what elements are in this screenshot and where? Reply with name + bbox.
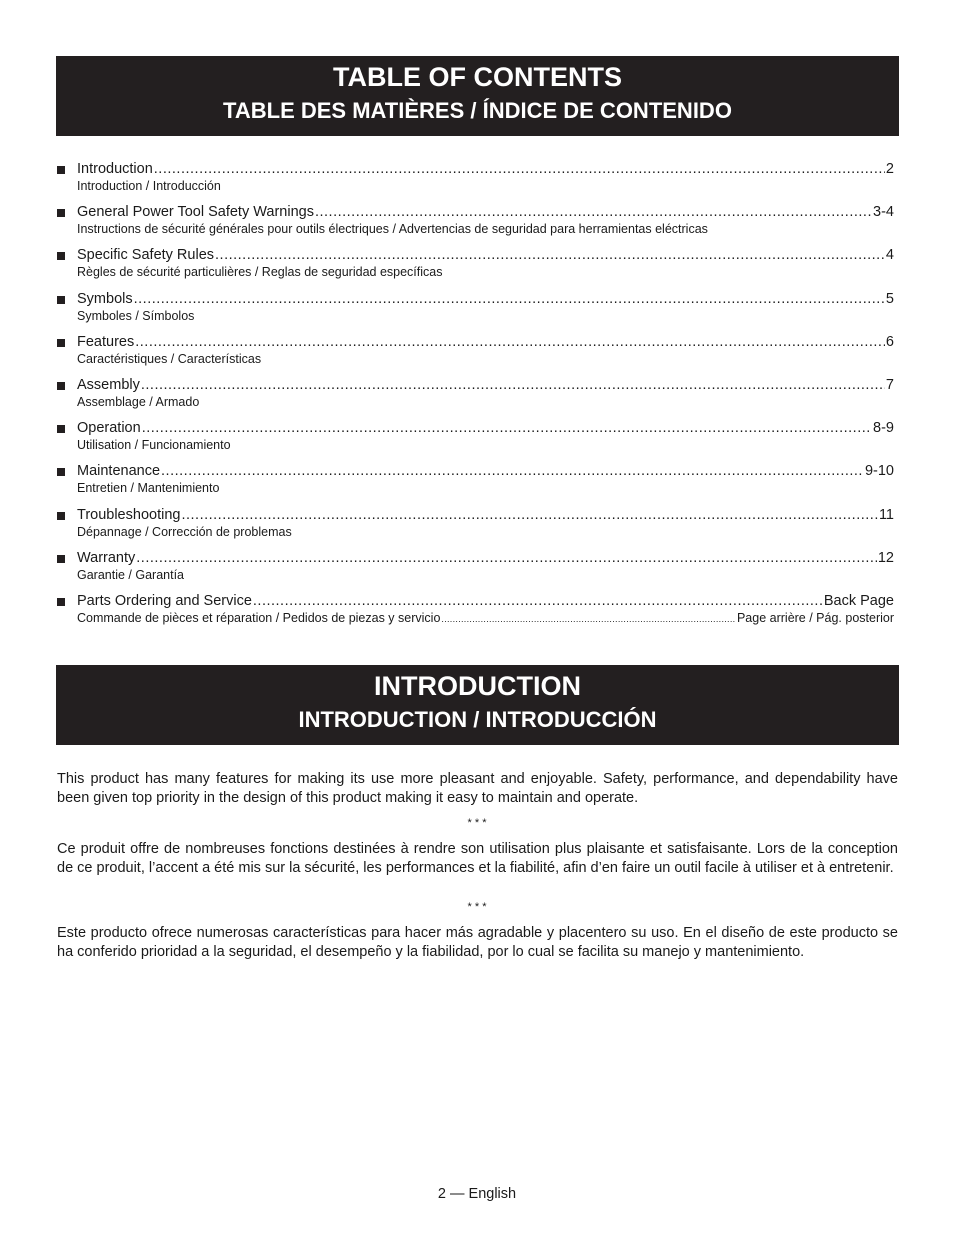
intro-header [56, 665, 899, 745]
dot-leader [161, 462, 864, 480]
intro-title: INTRODUCTION [374, 671, 581, 701]
dot-leader [135, 333, 885, 351]
toc-list [56, 160, 894, 635]
dot-leader [134, 290, 885, 308]
toc-entry-subtitle: Assemblage / Armado [77, 394, 200, 409]
toc-entry-title: Maintenance [77, 463, 161, 480]
toc-entry-subtitle: Entretien / Mantenimiento [77, 481, 220, 496]
toc-entry-subtitle: Caractéristiques / Características [77, 351, 262, 366]
toc-entry[interactable] [56, 290, 894, 333]
toc-entry-page: Back Page [823, 592, 894, 609]
toc-entry-page: 9-10 [864, 463, 894, 480]
square-bullet-icon [57, 382, 65, 390]
dot-leader [315, 203, 872, 221]
toc-entry[interactable] [56, 203, 894, 246]
separator: * * * [467, 817, 487, 829]
dot-leader [154, 160, 885, 178]
toc-entry[interactable] [56, 376, 894, 419]
dot-leader [441, 611, 736, 627]
toc-entry-subtitle: Introduction / Introducción [77, 179, 221, 193]
dot-leader [136, 549, 877, 567]
toc-entry-title: Symbols [77, 290, 133, 307]
toc-entry-subtitle: Utilisation / Funcionamiento [77, 438, 231, 453]
intro-paragraph-english: This product has many features for making its use more pleasant and enjoyable. Safety, performance, and dependability have been given top priority in the design of this product making it easy to maintain and operate. [57, 771, 898, 806]
toc-entry-page: 11 [878, 506, 894, 523]
toc-entry[interactable] [56, 592, 894, 635]
toc-entry-page: 12 [877, 549, 894, 566]
square-bullet-icon [57, 252, 65, 260]
square-bullet-icon [57, 425, 65, 433]
toc-entry-title: General Power Tool Safety Warnings [77, 204, 314, 221]
toc-entry-title: Operation [77, 420, 141, 437]
square-bullet-icon [57, 468, 65, 476]
separator: * * * [467, 901, 487, 913]
toc-entry-page: 2 [885, 161, 894, 177]
toc-entry-page: 8-9 [873, 420, 894, 437]
toc-entry-title: Features [77, 333, 135, 350]
dot-leader [215, 246, 885, 264]
toc-title: TABLE OF CONTENTS [333, 62, 622, 92]
square-bullet-icon [57, 598, 65, 606]
toc-entry-title: Introduction [77, 161, 153, 177]
toc-entry-title: Specific Safety Rules [77, 247, 215, 264]
toc-entry[interactable] [56, 160, 894, 203]
square-bullet-icon [57, 512, 65, 520]
toc-entry[interactable] [56, 549, 894, 592]
toc-entry-subtitle: Commande de pièces et réparation / Pedidos de piezas y servicio [77, 610, 441, 625]
page-footer: 2 — English [437, 1186, 517, 1202]
toc-entry-title: Parts Ordering and Service [77, 592, 252, 609]
toc-entry-title: Warranty [77, 549, 136, 566]
toc-subtitle: TABLE DES MATIÈRES / ÍNDICE DE CONTENIDO [223, 98, 732, 123]
toc-entry-page: 6 [885, 333, 894, 350]
toc-entry[interactable] [56, 333, 894, 376]
square-bullet-icon [57, 296, 65, 304]
toc-entry-subtitle: Dépannage / Corrección de problemas [77, 524, 292, 539]
toc-entry-title: Troubleshooting [77, 506, 181, 523]
dot-leader [141, 376, 885, 394]
toc-entry-page: 7 [885, 376, 894, 393]
toc-entry-subtitle: Garantie / Garantía [77, 567, 185, 582]
dot-leader [142, 419, 872, 437]
intro-paragraph-spanish: Este producto ofrece numerosas características para hacer más agradable y placentero su uso. En el diseño de este producto se ha conferido prioridad a la seguridad, el desempeño y la fiabilidad, por lo cual se facilita su manejo y mantenimiento. [57, 925, 898, 960]
toc-entry[interactable] [56, 462, 894, 505]
square-bullet-icon [57, 339, 65, 347]
toc-entry-subtitle-page: Page arrière / Pág. posterior [736, 610, 894, 625]
toc-entry[interactable] [56, 246, 894, 289]
dot-leader [253, 592, 823, 610]
toc-entry-title: Assembly [77, 376, 140, 393]
toc-header [56, 56, 899, 136]
toc-entry-subtitle: Instructions de sécurité générales pour outils électriques / Advertencias de seguridad para herramientas eléctricas [77, 222, 708, 237]
dot-leader [181, 506, 877, 524]
toc-entry[interactable] [56, 506, 894, 549]
toc-entry-page: 3-4 [873, 204, 894, 221]
toc-entry-subtitle: Règles de sécurité particulières / Reglas de seguridad específicas [77, 265, 443, 280]
square-bullet-icon [57, 209, 65, 217]
square-bullet-icon [57, 555, 65, 563]
toc-entry[interactable] [56, 419, 894, 462]
intro-paragraph-french: Ce produit offre de nombreuses fonctions destinées à rendre son utilisation plus plaisante et satisfaisante. Lors de la conception de ce produit, l’accent a été mis sur la sécurité, les performances et la fiabilité, afin d’en faire un outil facile à utiliser et à entretenir. [57, 841, 898, 876]
toc-entry-page: 4 [885, 247, 894, 264]
toc-entry-subtitle: Symboles / Símbolos [77, 308, 195, 323]
toc-entry-page: 5 [885, 290, 894, 307]
intro-subtitle: INTRODUCTION / INTRODUCCIÓN [298, 707, 657, 732]
square-bullet-icon [57, 166, 65, 174]
